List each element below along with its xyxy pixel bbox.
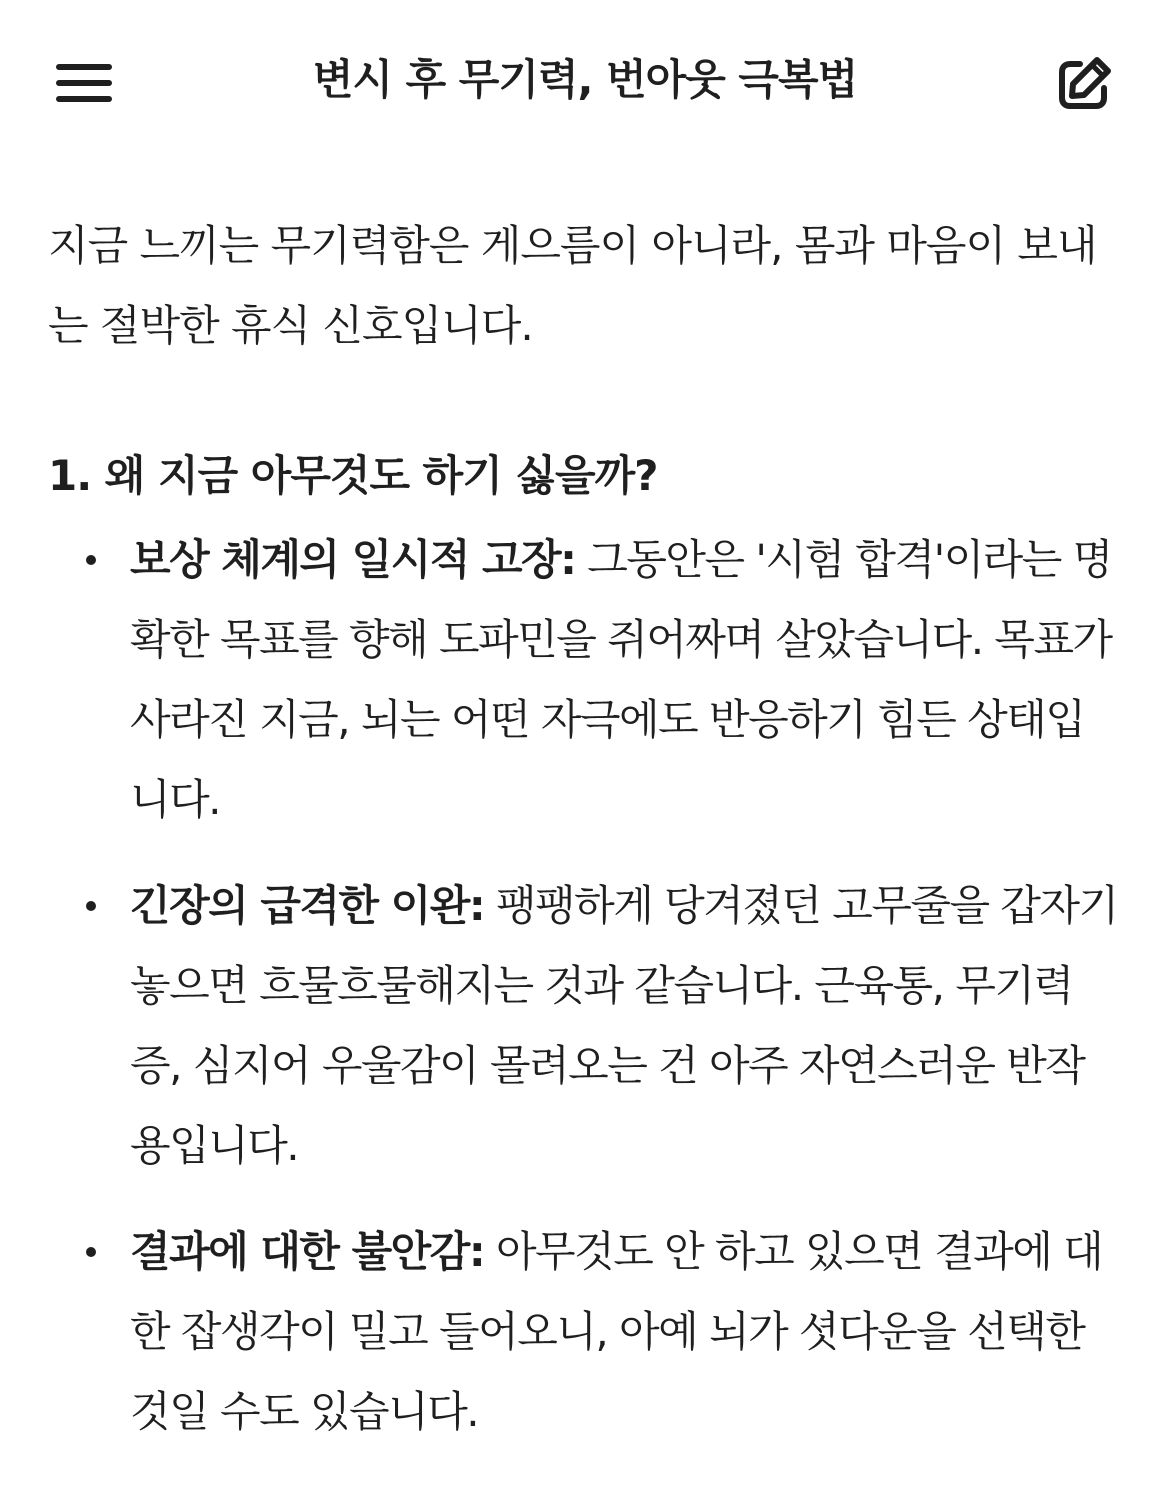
edit-pencil-square-icon bbox=[1052, 52, 1116, 116]
bullet-title: 보상 체계의 일시적 고장: bbox=[130, 535, 576, 584]
new-chat-edit-icon[interactable] bbox=[1052, 52, 1116, 116]
top-bar bbox=[0, 0, 1170, 170]
menu-line bbox=[56, 64, 112, 70]
list-item bbox=[48, 866, 1122, 1186]
message-content bbox=[48, 206, 1122, 1478]
bullet-title: 긴장의 급격한 이완: bbox=[130, 881, 485, 930]
intro-paragraph: 지금 느끼는 무기력함은 게으름이 아니라, 몸과 마음이 보내는 절박한 휴식 신호입니다. bbox=[48, 221, 1097, 350]
section-heading: 1. 왜 지금 아무것도 하기 싫을까? bbox=[48, 451, 658, 500]
conversation-title: 변시 후 무기력, 번아웃 극복법 bbox=[312, 55, 858, 104]
bullet-text: 팽팽하게 당겨졌던 고무줄을 갑자기 놓으면 흐물흐물해지는 것과 같습니다. 근육통, 무기력증, 심지어 우울감이 몰려오는 건 아주 자연스러운 반작용입니다. bbox=[130, 881, 1118, 1170]
bullet-dot-icon bbox=[86, 901, 96, 911]
bullet-title: 결과에 대한 불안감: bbox=[130, 1227, 485, 1276]
bullet-dot-icon bbox=[86, 1247, 96, 1257]
hamburger-menu-icon[interactable] bbox=[52, 60, 116, 106]
list-item bbox=[48, 520, 1122, 840]
bullet-dot-icon bbox=[86, 555, 96, 565]
bullet-list bbox=[48, 520, 1122, 1452]
menu-line bbox=[56, 96, 112, 102]
bullet-text: 아무것도 안 하고 있으면 결과에 대한 잡생각이 밀고 들어오니, 아예 뇌가 셧다운을 선택한 것일 수도 있습니다. bbox=[130, 1227, 1103, 1436]
menu-line bbox=[56, 80, 112, 86]
list-item bbox=[48, 1212, 1122, 1452]
bullet-text: 그동안은 '시험 합격'이라는 명확한 목표를 향해 도파민을 쥐어짜며 살았습니다. 목표가 사라진 지금, 뇌는 어떤 자극에도 반응하기 힘든 상태입니다. bbox=[130, 535, 1112, 824]
